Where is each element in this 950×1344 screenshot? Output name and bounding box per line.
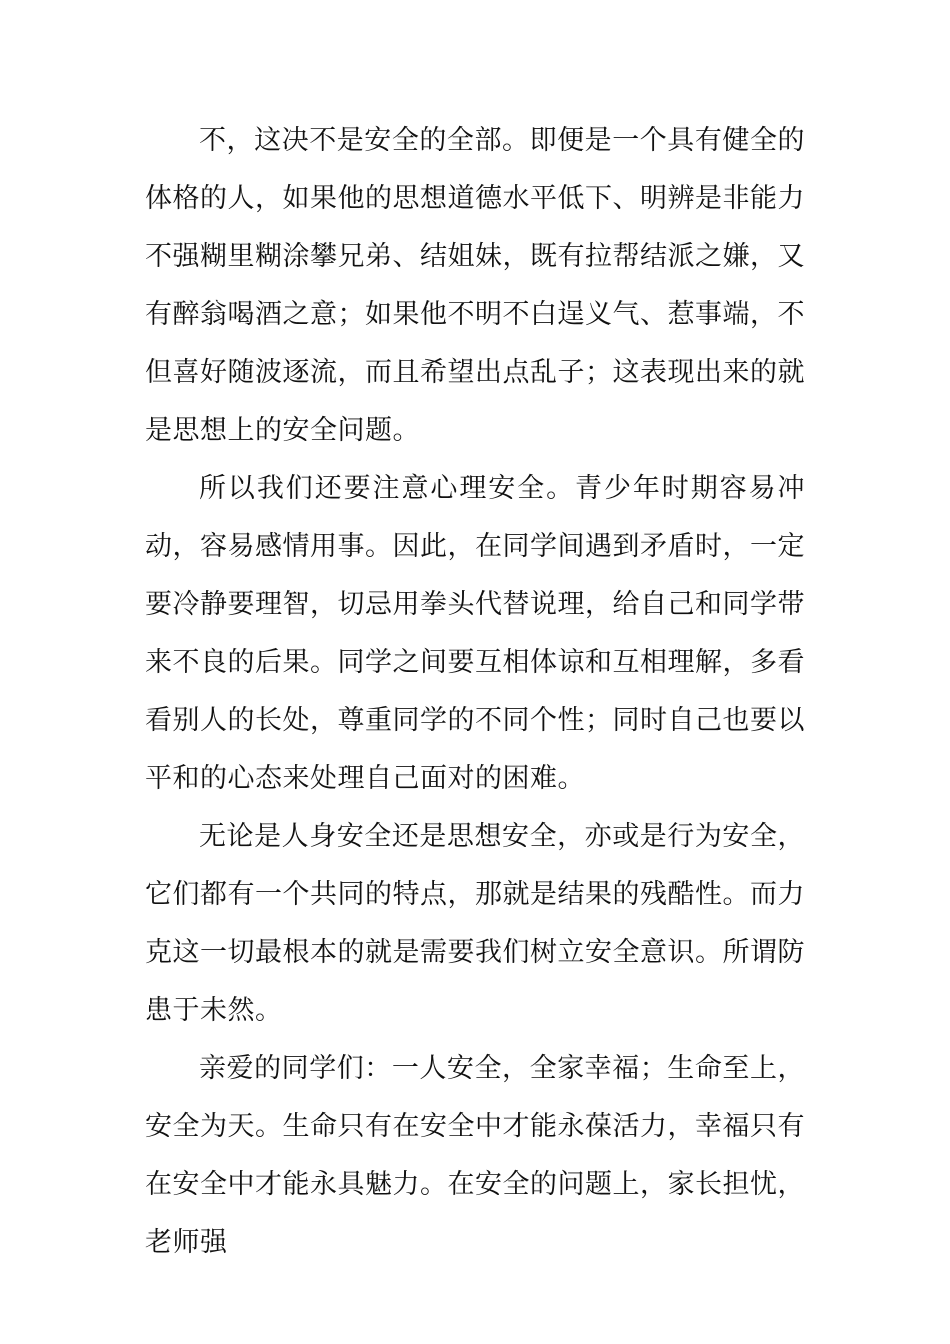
paragraph-ideological-safety: 不，这决不是安全的全部。即便是一个具有健全的体格的人，如果他的思想道德水平低下、明辨是非能力不强糊里糊涂攀兄弟、结姐妹，既有拉帮结派之嫌，又有醉翁喝酒之意；如果他不明不白逞义气、惹事端，不但喜好随波逐流，而且希望出点乱子；这表现出来的就是思想上的安全问题。: [145, 125, 805, 446]
document-body: [145, 112, 805, 1272]
paragraph-safety-awareness: 无论是人身安全还是思想安全，亦或是行为安全，它们都有一个共同的特点，那就是结果的残酷性。而力克这一切最根本的就是需要我们树立安全意识。所谓防患于未然。: [145, 821, 805, 1026]
paragraph-psychological-safety: 所以我们还要注意心理安全。青少年时期容易冲动，容易感情用事。因此，在同学间遇到矛盾时，一定要冷静要理智，切忌用拳头代替说理，给自己和同学带来不良的后果。同学之间要互相体谅和互相理解，多看看别人的长处，尊重同学的不同个性；同时自己也要以平和的心态来处理自己面对的困难。: [145, 473, 805, 794]
paragraph-address-to-students: 亲爱的同学们：一人安全，全家幸福；生命至上，安全为天。生命只有在安全中才能永葆活力，幸福只有在安全中才能永具魅力。在安全的问题上，家长担忧，老师强: [145, 1053, 805, 1258]
